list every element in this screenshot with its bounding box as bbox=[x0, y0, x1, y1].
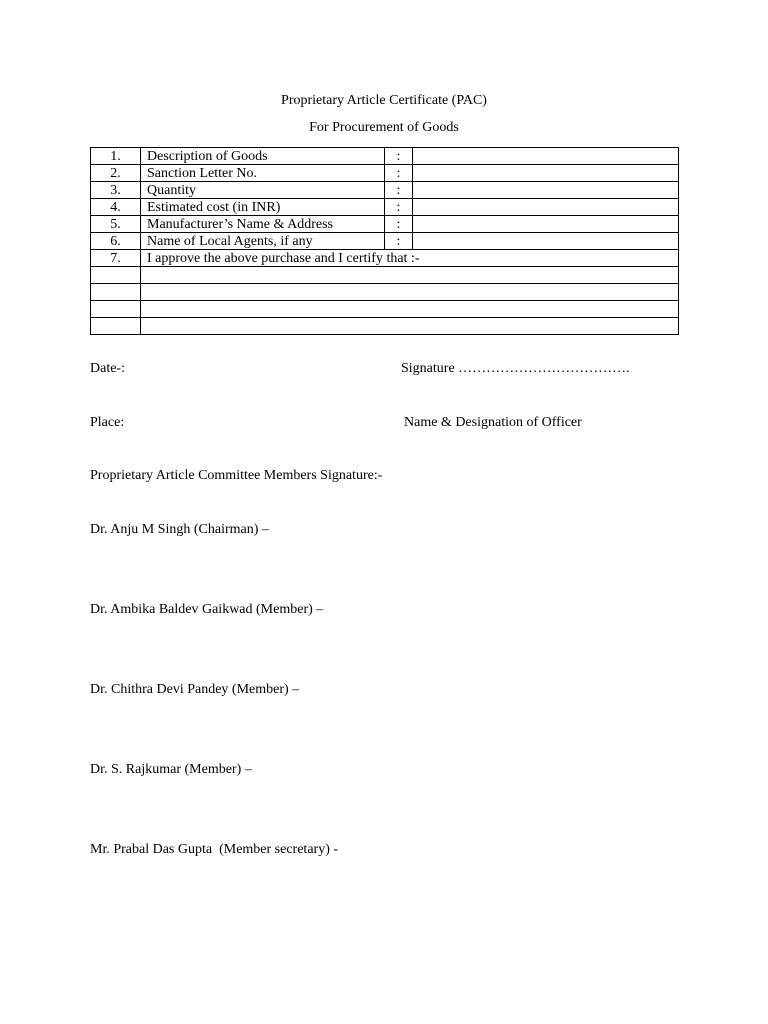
blank-entry-cell[interactable] bbox=[141, 318, 679, 335]
row-value-field[interactable] bbox=[413, 199, 679, 216]
row-label: Manufacturer’s Name & Address bbox=[141, 216, 385, 233]
row-value-field[interactable] bbox=[413, 148, 679, 165]
row-label: Quantity bbox=[141, 182, 385, 199]
blank-row bbox=[91, 301, 679, 318]
document-title: Proprietary Article Certificate (PAC) bbox=[281, 93, 487, 108]
blank-entry-cell[interactable] bbox=[141, 284, 679, 301]
blank-number-cell bbox=[91, 267, 141, 284]
blank-entry-cell[interactable] bbox=[141, 267, 679, 284]
row-colon: : bbox=[385, 199, 413, 216]
pac-details-table bbox=[90, 147, 679, 335]
row-number: 3. bbox=[91, 182, 141, 199]
blank-row bbox=[91, 284, 679, 301]
table-row bbox=[91, 165, 679, 182]
row-number: 6. bbox=[91, 233, 141, 250]
committee-member: Dr. S. Rajkumar (Member) – bbox=[90, 762, 252, 777]
row-colon: : bbox=[385, 165, 413, 182]
blank-number-cell bbox=[91, 284, 141, 301]
blank-number-cell bbox=[91, 301, 141, 318]
officer-designation-label: Name & Designation of Officer bbox=[404, 415, 582, 430]
blank-entry-cell[interactable] bbox=[141, 301, 679, 318]
row-number: 4. bbox=[91, 199, 141, 216]
table-row bbox=[91, 182, 679, 199]
committee-member: Dr. Ambika Baldev Gaikwad (Member) – bbox=[90, 602, 324, 617]
blank-row bbox=[91, 267, 679, 284]
committee-member: Dr. Chithra Devi Pandey (Member) – bbox=[90, 682, 300, 697]
row-number: 1. bbox=[91, 148, 141, 165]
committee-member-secretary: Mr. Prabal Das Gupta (Member secretary) - bbox=[90, 842, 339, 857]
table-row bbox=[91, 233, 679, 250]
certify-row bbox=[91, 250, 679, 267]
row-label: Description of Goods bbox=[141, 148, 385, 165]
row-value-field[interactable] bbox=[413, 165, 679, 182]
row-label: Estimated cost (in INR) bbox=[141, 199, 385, 216]
row-colon: : bbox=[385, 216, 413, 233]
row-label: Sanction Letter No. bbox=[141, 165, 385, 182]
table-row bbox=[91, 148, 679, 165]
table-row bbox=[91, 216, 679, 233]
certify-statement: I approve the above purchase and I certify that :- bbox=[141, 250, 679, 267]
signature-line: Signature ………………………………. bbox=[401, 361, 630, 376]
place-label: Place: bbox=[90, 415, 125, 430]
table-row bbox=[91, 199, 679, 216]
row-value-field[interactable] bbox=[413, 233, 679, 250]
row-number: 2. bbox=[91, 165, 141, 182]
date-label: Date-: bbox=[90, 361, 125, 376]
row-colon: : bbox=[385, 148, 413, 165]
row-number: 7. bbox=[91, 250, 141, 267]
blank-number-cell bbox=[91, 318, 141, 335]
document-subtitle: For Procurement of Goods bbox=[309, 120, 459, 135]
row-label: Name of Local Agents, if any bbox=[141, 233, 385, 250]
row-number: 5. bbox=[91, 216, 141, 233]
committee-member-chairman: Dr. Anju M Singh (Chairman) – bbox=[90, 522, 269, 537]
row-value-field[interactable] bbox=[413, 216, 679, 233]
row-value-field[interactable] bbox=[413, 182, 679, 199]
row-colon: : bbox=[385, 182, 413, 199]
committee-heading: Proprietary Article Committee Members Signature:- bbox=[90, 468, 383, 483]
blank-row bbox=[91, 318, 679, 335]
row-colon: : bbox=[385, 233, 413, 250]
